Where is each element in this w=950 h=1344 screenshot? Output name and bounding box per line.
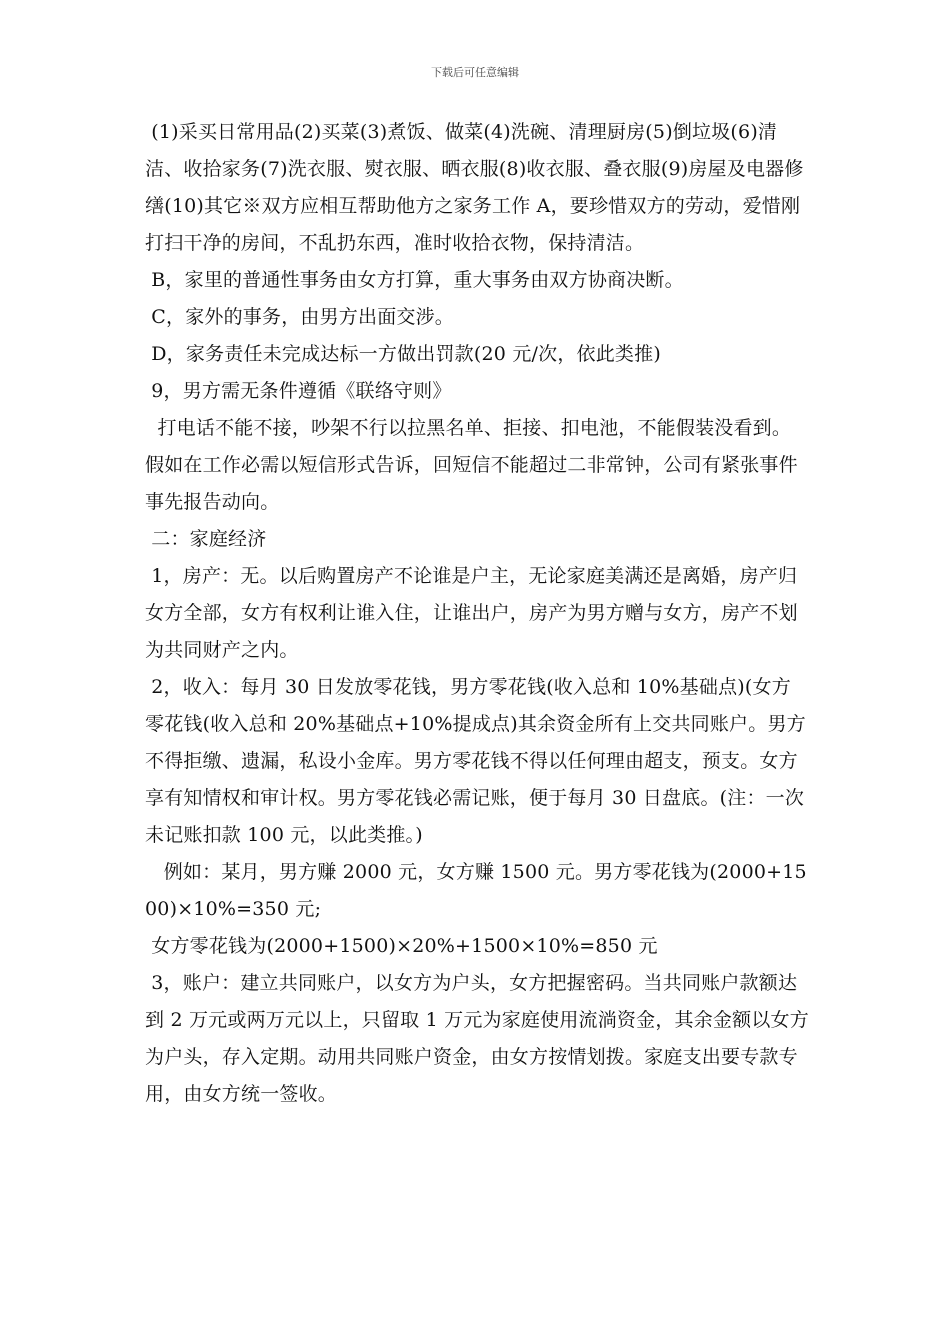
section-heading-family-economy: 二：家庭经济 [145,528,267,550]
paragraph-contact-rules: 打电话不能不接，吵架不行以拉黑名单、拒接、扣电池，不能假装没看到。假如在工作必需以短信形式告诉，回短信不能超过二非常钟，公司有紧张事件事先报告动向。 [145,417,798,513]
paragraph-chores-list: (1)采买日常用品(2)买菜(3)煮饭、做菜(4)洗碗、清理厨房(5)倒垃圾(6)清洁、收拾家务(7)洗衣服、熨衣服、晒衣服(8)收衣服、叠衣服(9)房屋及电器修缮(10)其它※双方应相互帮助他方之家务工作 A，要珍惜双方的劳动，爱惜刚打扫干净的房间，不乱扔东西，准时收拾衣物，保持清洁。 [145,121,804,254]
paragraph-b: B，家里的普通性事务由女方打算，重大事务由双方协商决断。 [145,269,684,291]
paragraph-property: 1，房产：无。以后购置房产不论谁是户主，无论家庭美满还是离婚，房产归女方全部，女方有权利让谁入住，让谁出户，房产为男方赠与女方，房产不划为共同财产之内。 [145,565,798,661]
document-body [145,114,810,1113]
paragraph-income: 2，收入：每月 30 日发放零花钱，男方零花钱(收入总和 10%基础点)(女方零花钱(收入总和 20%基础点+10%提成点)其余资金所有上交共同账户。男方不得拒缴、遗漏，私设小金库。男方零花钱不得以任何理由超支，预支。女方享有知情权和审计权。男方零花钱必需记账，便于每月 30 日盘底。(注：一次未记账扣款 100 元，以此类推。) [145,676,806,846]
paragraph-example-female: 女方零花钱为(2000+1500)×20%+1500×10%=850 元 [145,935,658,957]
page-header: 下载后可任意编辑 [431,66,519,79]
paragraph-d: D，家务责任未完成达标一方做出罚款(20 元/次，依此类推) [145,343,661,365]
paragraph-example: 例如：某月，男方赚 2000 元，女方赚 1500 元。男方零花钱为(2000+1500)×10%=350 元; [145,861,807,920]
paragraph-rule-9: 9，男方需无条件遵循《联络守则》 [145,380,452,402]
paragraph-account: 3，账户：建立共同账户，以女方为户头，女方把握密码。当共同账户款额达到 2 万元或两万元以上，只留取 1 万元为家庭使用流淌资金，其余金额以女方为户头，存入定期。动用共同账户资金，由女方按情划拨。家庭支出要专款专用，由女方统一签收。 [145,972,809,1105]
paragraph-c: C，家外的事务，由男方出面交涉。 [145,306,454,328]
